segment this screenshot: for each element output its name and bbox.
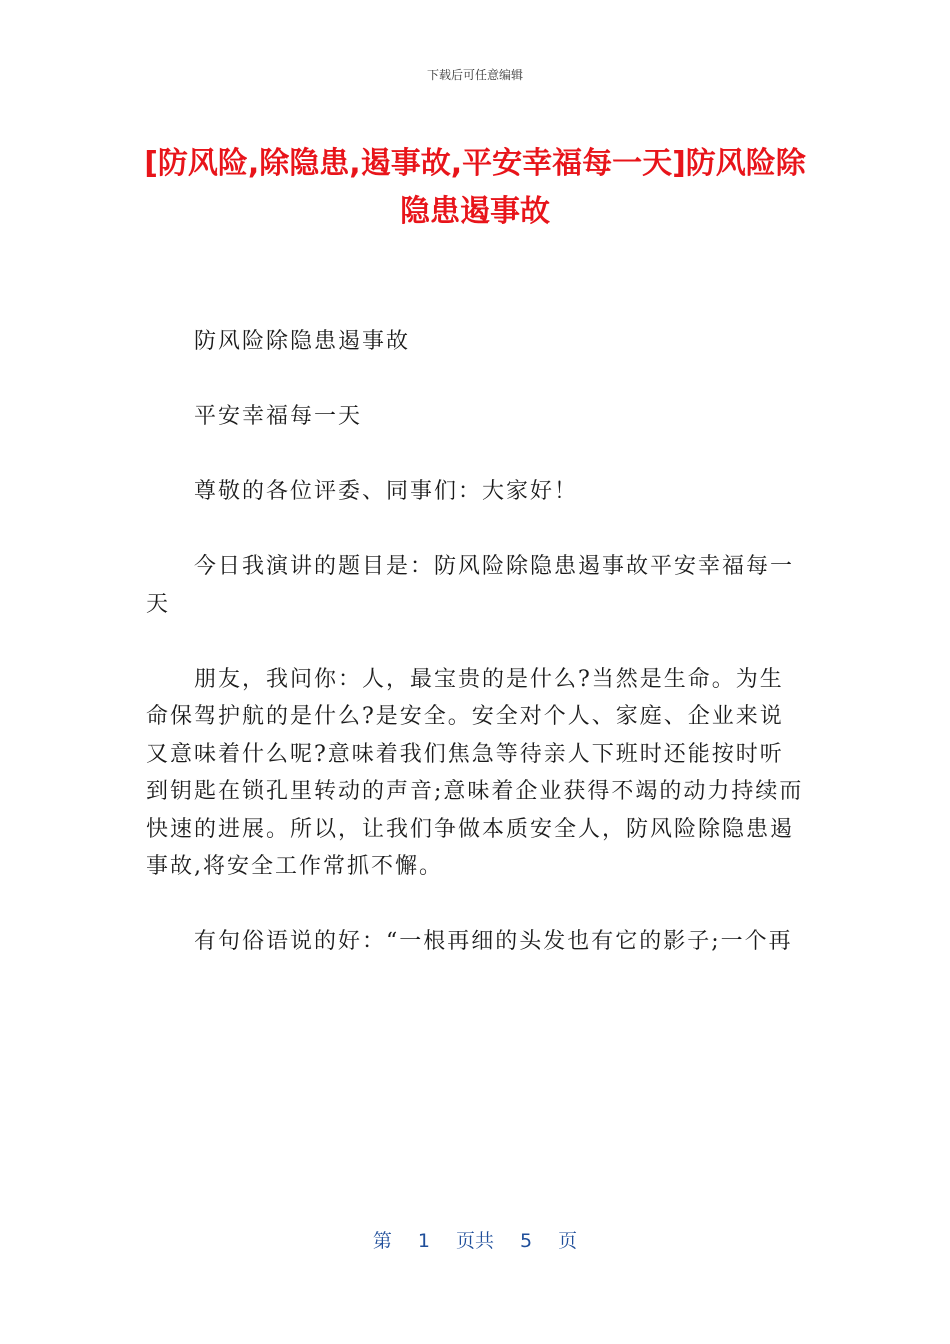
current-page-number: 1 (417, 1230, 430, 1252)
footer-prefix: 第 (372, 1230, 392, 1252)
document-title: [防风险,除隐患,遏事故,平安幸福每一天]防风险除隐患遏事故 (144, 146, 806, 229)
footer-suffix: 页 (558, 1230, 578, 1252)
total-pages-number: 5 (520, 1230, 533, 1252)
document-body (146, 323, 806, 998)
paragraph: 今日我演讲的题目是：防风险除隐患遏事故平安幸福每一天 (146, 554, 795, 617)
footer-middle: 页共 (455, 1230, 494, 1252)
header-note: 下载后可任意编辑 (426, 68, 523, 82)
paragraph: 平安幸福每一天 (194, 404, 363, 429)
paragraph: 有句俗语说的好：“一根再细的头发也有它的影子;一个再 (194, 929, 793, 954)
paragraph: 朋友，我问你：人，最宝贵的是什么?当然是生命。为生命保驾护航的是什么?是安全。安全对个人、家庭、企业来说又意味着什么呢?意味着我们焦急等待亲人下班时还能按时听到钥匙在锁孔里转动的声音;意味着企业获得不竭的动力持续而快速的进展。所以，让我们争做本质安全人，防风险除隐患遏事故,将安全工作常抓不懈。 (146, 666, 804, 879)
paragraph: 防风险除隐患遏事故 (194, 329, 411, 354)
page-footer (0, 1226, 950, 1253)
paragraph: 尊敬的各位评委、同事们：大家好！ (194, 479, 579, 504)
